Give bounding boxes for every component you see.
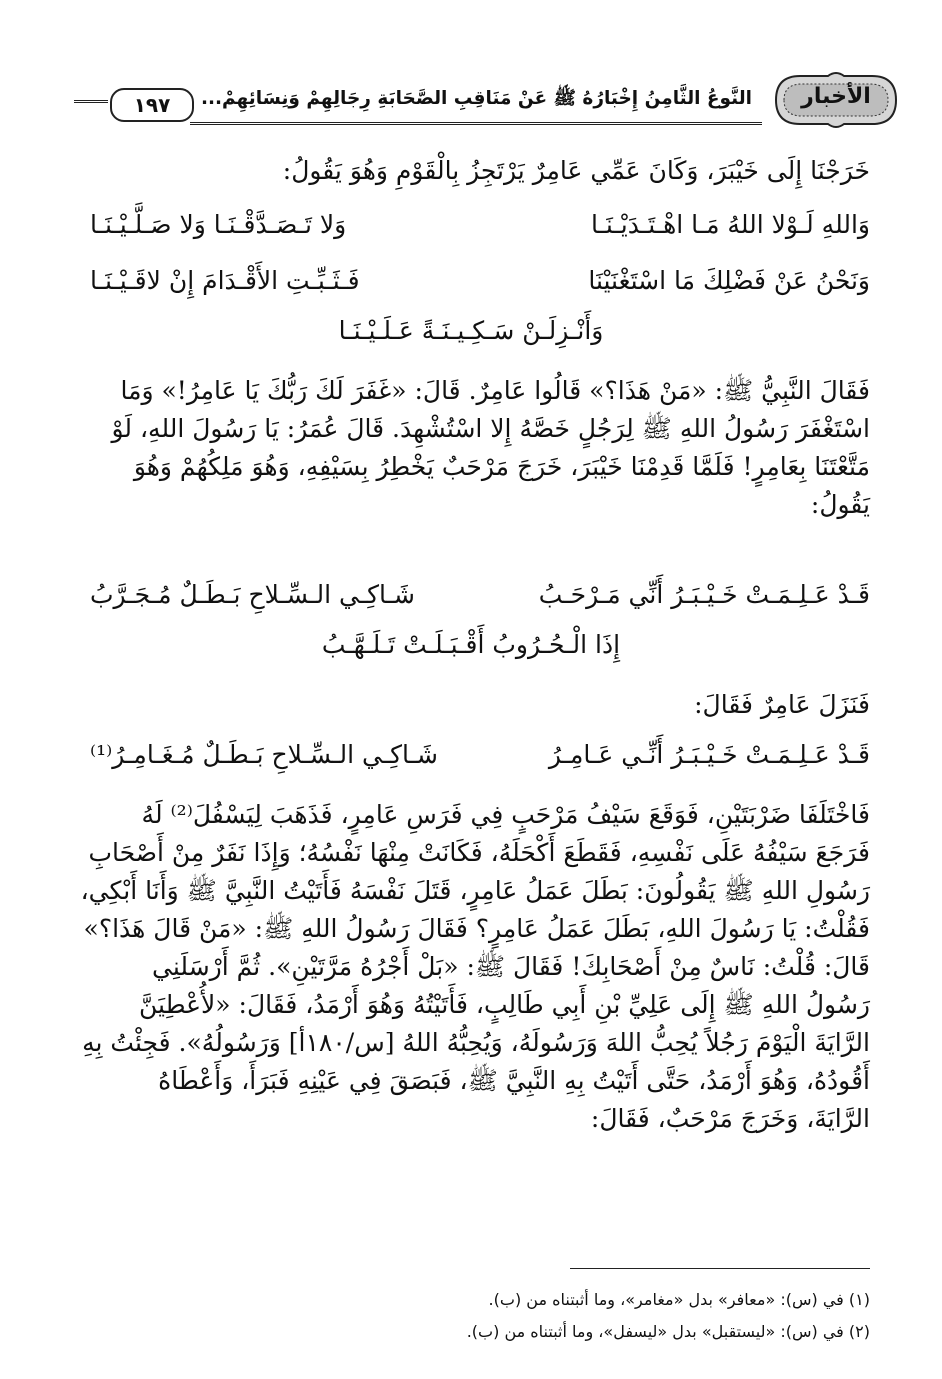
page-header	[70, 70, 902, 130]
text-line: الرَّايَةَ الْيَوْمَ رَجُلاً يُحِبُّ اللهَ وَرَسُولَهُ، وَيُحِبُّهُ اللهُ [س/١٨٠أ] وَرَسُولُهُ». فَجِئْتُ بِهِ	[82, 1028, 870, 1057]
verse-hemistich-first: قَـدْ عَـلِـمَـتْ خَـيْـبَـرُ أَنِّي مَـرْحَـبُ	[538, 580, 870, 609]
text-block-intro	[78, 152, 870, 190]
verse-hemistich-first: قَـدْ عَـلِـمَـتْ خَـيْـبَـرُ أَنِّـي عَـامِـرُ	[548, 740, 870, 769]
text-line: الرَّايَةَ، وَخَرَجَ مَرْحَبٌ، فَقَالَ:	[590, 1104, 870, 1133]
verse-row	[90, 580, 870, 626]
text-line: اسْتَغْفَرَ رَسُولُ اللهِ ﷺ لِرَجُلٍ خَصَّهُ إِلا اسْتُشْهِدَ. قَالَ عُمَرُ: يَا رَسُولَ اللهِ، لَوْ	[111, 414, 870, 443]
running-title: النَّوعُ الثَّامِنُ إِخْبَارُهُ ﷺ عَنْ مَنَاقِبِ الصَّحَابَةِ رِجَالِهِمْ وَنِسَائِهِمْ...	[200, 88, 752, 109]
verse-hemistich-second: شَـاكِـي الـسِّـلاحِ بَـطَـلٌ مُـجَـرَّبُ	[90, 580, 415, 609]
text-line: رَسُولِ اللهِ ﷺ يَقُولُونَ: بَطَلَ عَمَلُ عَامِرٍ، قَتَلَ نَفْسَهُ فَأَتَيْتُ النَّبِيَّ ﷺ وَأَنَا أَبْكِي،	[80, 876, 870, 905]
text-line: أَقُودُهُ، وَهُوَ أَرْمَدُ، حَتَّى أَتَيْتُ بِهِ النَّبِيَّ ﷺ، فَبَصَقَ فِي عَيْنِهِ فَبَرَأَ، وَأَعْطَاهُ	[158, 1066, 870, 1095]
verse-centered: وَأَنْـزِلَـنْ سَـكِـيـنَـةً عَـلَـيْـنَـا	[338, 316, 604, 345]
verse-hemistich-first: وَنَحْنُ عَنْ فَضْلِكَ مَا اسْتَغْنَيْنَا	[588, 266, 870, 295]
verse-hemistich-second: وَلا تَـصَـدَّقْـنَـا وَلا صَـلَّـيْـنَـا	[90, 210, 347, 239]
verse-hemistich-second: فَـثَـبِّـتِ الأَقْـدَامَ إِنْ لاقَـيْـنَـا	[90, 266, 360, 295]
text-line: رَسُولُ اللهِ ﷺ إِلَى عَلِيِّ بْنِ أَبِي طَالِبٍ، فَأَتَيْتُهُ وَهُوَ أَرْمَدُ، فَقَالَ: «لأُعْطِيَنَّ	[139, 990, 870, 1019]
text-line: فَاخْتَلَفَا ضَرْبَتَيْنِ، فَوَقَعَ سَيْفُ مَرْحَبٍ فِي فَرَسِ عَامِرٍ، فَذَهَبَ لِيَسْفُلَ⁽²⁾ لَهُ	[141, 800, 870, 829]
text-line: فَقَالَ النَّبِيُّ ﷺ: «مَنْ هَذَا؟» قَالُوا عَامِرٌ. قَالَ: «غَفَرَ لَكَ رَبُّكَ يَا عَامِرُ!» وَمَا	[120, 376, 870, 405]
verse-row	[90, 210, 870, 256]
verse-row	[90, 266, 870, 312]
text-line: فَنَزَلَ عَامِرٌ فَقَالَ:	[694, 690, 870, 719]
page-number: ١٩٧	[110, 88, 194, 122]
paragraph-1	[78, 372, 870, 524]
chapter-badge-label: الأخبار	[801, 84, 871, 109]
header-rule	[190, 122, 762, 128]
footnote-separator	[570, 1268, 870, 1269]
verse-hemistich-first: وَاللهِ لَـوْلا اللهُ مَـا اهْـتَـدَيْـنَـا	[590, 210, 870, 239]
verse-row	[90, 740, 870, 786]
footnote-1: (١) في (س): «معافر» بدل «مغامر»، وما أثبتناه من (ب).	[488, 1290, 870, 1309]
text-line: فَرَجَعَ سَيْفُهُ عَلَى نَفْسِهِ، فَقَطَعَ أَكْحَلَهُ، فَكَانَتْ مِنْهَا نَفْسُهُ؛ وَإِذَا نَفَرٌ مِنْ أَصْحَابِ	[88, 838, 870, 867]
text-line: يَقُولُ:	[810, 490, 870, 519]
text-line: مَتَّعْتَنَا بِعَامِرٍ! فَلَمَّا قَدِمْنَا خَيْبَرَ، خَرَجَ مَرْحَبٌ يَخْطِرُ بِسَيْفِهِ، وَهُوَ مَلِكُهُمْ وَهُوَ	[133, 452, 870, 481]
text-block-amir	[78, 686, 870, 724]
verse-centered: إِذَا الْـحُـرُوبُ أَقْـبَـلَـتْ تَـلَـهَّـبُ	[321, 630, 621, 659]
footnote-2: (٢) في (س): «ليستقبل» بدل «ليسفل»، وما أثبتناه من (ب).	[466, 1322, 870, 1341]
text-line: قَالَ: قُلْتُ: نَاسٌ مِنْ أَصْحَابِكَ! فَقَالَ ﷺ: «بَلْ أَجْرُهُ مَرَّتَيْنِ». ثُمَّ أَرْسَلَنِي	[152, 952, 870, 981]
text-line: خَرَجْنَا إِلَى خَيْبَرَ، وَكَانَ عَمِّي عَامِرٌ يَرْتَجِزُ بِالْقَوْمِ وَهُوَ يَقُولُ:	[282, 156, 870, 185]
paragraph-2	[78, 796, 870, 1138]
verse-hemistich-second: شَـاكِـي الـسِّـلاحِ بَـطَـلٌ مُـغَـامِـرُ⁽¹⁾	[90, 740, 438, 769]
chapter-badge	[770, 70, 902, 130]
text-line: فَقُلْتُ: يَا رَسُولَ اللهِ، بَطَلَ عَمَلُ عَامِرٍ؟ فَقَالَ رَسُولُ اللهِ ﷺ: «مَنْ قَالَ هَذَا؟»	[83, 914, 870, 943]
